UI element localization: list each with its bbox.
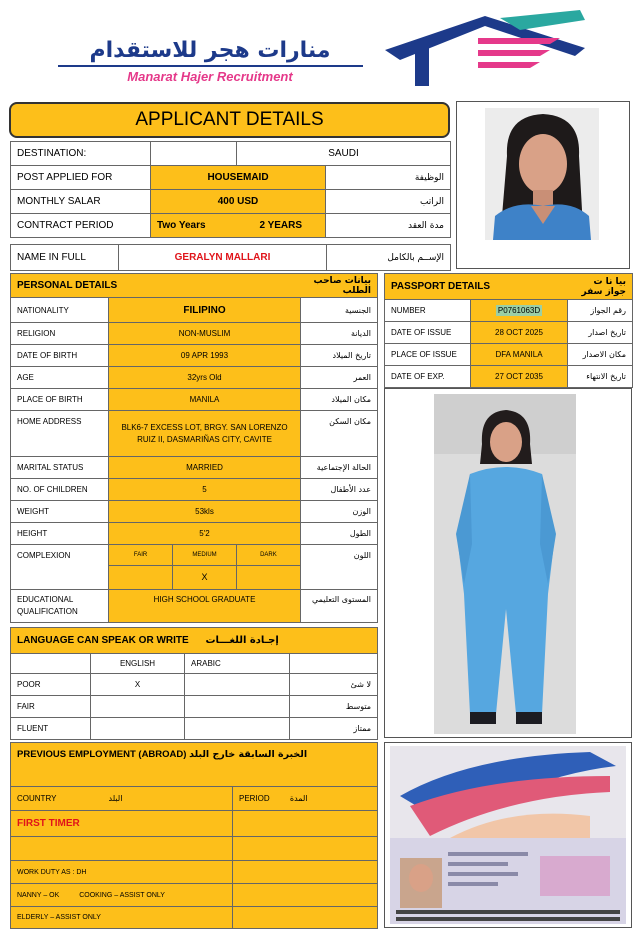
complexion-label: COMPLEXION xyxy=(11,545,109,590)
personal-details-table xyxy=(10,273,378,623)
country-label: COUNTRY xyxy=(17,794,57,803)
language-poor-label: POOR xyxy=(11,674,91,696)
complexion-mark: X xyxy=(173,565,237,589)
height-value: 5'2 xyxy=(109,523,301,545)
destination-value: SAUDI xyxy=(237,142,451,166)
language-header-text: LANGUAGE CAN SPEAK OR WRITE xyxy=(17,635,189,646)
issue-date-value: 28 OCT 2025 xyxy=(471,322,568,344)
language-fluent-arabic xyxy=(185,718,290,740)
language-fluent-english xyxy=(91,718,185,740)
contract-value-words: Two Years xyxy=(151,214,237,238)
dob-label-ar: تاريخ الميلاد xyxy=(301,345,378,367)
complexion-dark: DARK xyxy=(236,545,300,565)
logo-house-icon xyxy=(380,8,590,88)
full-body-photo xyxy=(434,394,576,734)
language-table xyxy=(10,627,378,740)
children-label: NO. OF CHILDREN xyxy=(11,479,109,501)
age-value: 32yrs Old xyxy=(109,367,301,389)
language-header xyxy=(11,628,290,654)
weight-label: WEIGHT xyxy=(11,501,109,523)
children-label-ar: عدد الأطفال xyxy=(301,479,378,501)
education-label: EDUCATIONAL QUALIFICATION xyxy=(11,590,109,623)
home-address-value: BLK6-7 EXCESS LOT, BRGY. SAN LORENZO RUIZ II, DASMARIÑAS CITY, CAVITE xyxy=(109,411,301,457)
salary-value: 400 USD xyxy=(151,190,326,214)
home-address-label: HOME ADDRESS xyxy=(11,411,109,457)
contract-value-caps: 2 YEARS xyxy=(237,214,326,238)
post-label: POST APPLIED FOR xyxy=(11,166,151,190)
language-fluent-label: FLUENT xyxy=(11,718,91,740)
nationality-label-ar: الجنسية xyxy=(301,298,378,323)
work-duty: WORK DUTY AS : DH xyxy=(11,861,233,884)
place-of-birth-label-ar: مكان الميلاد xyxy=(301,389,378,411)
education-label-ar: المستوى التعليمي xyxy=(301,590,378,623)
name-value: GERALYN MALLARI xyxy=(119,245,327,271)
weight-value: 53kls xyxy=(109,501,301,523)
age-label: AGE xyxy=(11,367,109,389)
dob-label: DATE OF BIRTH xyxy=(11,345,109,367)
language-col-arabic: ARABIC xyxy=(185,654,290,674)
passport-number-text: P0761063D xyxy=(497,306,541,315)
marital-status-label: MARITAL STATUS xyxy=(11,457,109,479)
nationality-label: NATIONALITY xyxy=(11,298,109,323)
name-label: NAME IN FULL xyxy=(11,245,119,271)
language-fair-label: FAIR xyxy=(11,696,91,718)
expiry-date-value: 27 OCT 2035 xyxy=(471,366,568,388)
dob-value: 09 APR 1993 xyxy=(109,345,301,367)
complexion-label-ar: اللون xyxy=(301,545,378,590)
passport-number-label-ar: رقم الجواز xyxy=(568,300,633,322)
employment-header-text: PREVIOUS EMPLOYMENT (ABROAD) xyxy=(17,749,187,760)
employment-header-ar: الخبرة السابقة خارج البلد xyxy=(189,749,308,760)
expiry-date-label-ar: تاريخ الانتهاء xyxy=(568,366,633,388)
passport-details-header-ar: بيا نا ت جواز سفر xyxy=(568,274,633,300)
period-label-ar: المدة xyxy=(289,794,308,803)
religion-value: NON-MUSLIM xyxy=(109,323,301,345)
logo-underline xyxy=(58,65,363,67)
children-value: 5 xyxy=(109,479,301,501)
place-of-birth-value: MANILA xyxy=(109,389,301,411)
destination-label: DESTINATION: xyxy=(11,142,151,166)
language-fair-english xyxy=(91,696,185,718)
period-label: PERIOD xyxy=(239,794,270,803)
duty-nanny-cooking xyxy=(11,884,233,907)
language-col-english: ENGLISH xyxy=(91,654,185,674)
issue-place-label: PLACE OF ISSUE xyxy=(385,344,471,366)
complexion-grid xyxy=(109,545,301,590)
issue-date-label-ar: تاريخ اصدار xyxy=(568,322,633,344)
language-poor-arabic xyxy=(185,674,290,696)
marital-status-value: MARRIED xyxy=(109,457,301,479)
duty-nanny: NANNY – OK xyxy=(17,891,60,899)
passport-scan-image xyxy=(390,746,626,924)
first-timer: FIRST TIMER xyxy=(11,811,233,837)
personal-details-header: PERSONAL DETAILS xyxy=(11,274,301,298)
top-info-table xyxy=(10,141,451,238)
religion-label: RELIGION xyxy=(11,323,109,345)
complexion-medium: MEDIUM xyxy=(173,545,237,565)
passport-number-value xyxy=(471,300,568,322)
weight-label-ar: الوزن xyxy=(301,501,378,523)
passport-number-label: NUMBER xyxy=(385,300,471,322)
expiry-date-label: DATE OF EXP. xyxy=(385,366,471,388)
duty-elderly: ELDERLY – ASSIST ONLY xyxy=(11,907,233,929)
issue-place-label-ar: مكان الاصدار xyxy=(568,344,633,366)
language-fair-label-ar: متوسط xyxy=(290,696,378,718)
language-header-ar: إجـادة اللغـــات xyxy=(205,635,279,646)
headshot-frame xyxy=(456,101,630,269)
passport-details-header: PASSPORT DETAILS xyxy=(385,274,568,300)
contract-label: CONTRACT PERIOD xyxy=(11,214,151,238)
language-poor-english: X xyxy=(91,674,185,696)
language-fluent-label-ar: ممتاز xyxy=(290,718,378,740)
nationality-value: FILIPINO xyxy=(109,298,301,323)
logo-arabic-text: منارات هجر للاستقدام xyxy=(89,38,331,63)
passport-scan-frame xyxy=(384,742,632,928)
age-label-ar: العمر xyxy=(301,367,378,389)
post-label-ar: الوظيفة xyxy=(326,166,451,190)
page-title-text: APPLICANT DETAILS xyxy=(135,109,324,130)
page-title xyxy=(9,102,450,138)
country-cell xyxy=(11,787,233,811)
headshot-photo xyxy=(485,108,599,240)
religion-label-ar: الديانة xyxy=(301,323,378,345)
salary-label-ar: الراتب xyxy=(326,190,451,214)
employment-header xyxy=(11,743,378,787)
height-label: HEIGHT xyxy=(11,523,109,545)
country-label-ar: البلد xyxy=(108,794,123,803)
language-poor-label-ar: لا شئ xyxy=(290,674,378,696)
height-label-ar: الطول xyxy=(301,523,378,545)
education-value: HIGH SCHOOL GRADUATE xyxy=(109,590,301,623)
name-table xyxy=(10,244,451,271)
logo-english-text: Manarat Hajer Recruitment xyxy=(127,69,293,84)
post-value: HOUSEMAID xyxy=(151,166,326,190)
issue-place-value: DFA MANILA xyxy=(471,344,568,366)
marital-status-label-ar: الحالة الإجتماعية xyxy=(301,457,378,479)
period-cell xyxy=(233,787,378,811)
language-fair-arabic xyxy=(185,696,290,718)
place-of-birth-label: PLACE OF BIRTH xyxy=(11,389,109,411)
home-address-label-ar: مكان السكن xyxy=(301,411,378,457)
logo xyxy=(50,8,590,88)
issue-date-label: DATE OF ISSUE xyxy=(385,322,471,344)
name-label-ar: الإســم بالكامل xyxy=(327,245,451,271)
employment-table xyxy=(10,742,378,929)
duty-cooking: COOKING – ASSIST ONLY xyxy=(79,891,165,899)
salary-label: MONTHLY SALAR xyxy=(11,190,151,214)
full-body-frame xyxy=(384,388,632,738)
complexion-fair: FAIR xyxy=(109,545,173,565)
passport-details-table xyxy=(384,273,633,388)
personal-details-header-ar: بيانات صاحب الطلب xyxy=(301,274,378,298)
contract-label-ar: مدة العقد xyxy=(326,214,451,238)
